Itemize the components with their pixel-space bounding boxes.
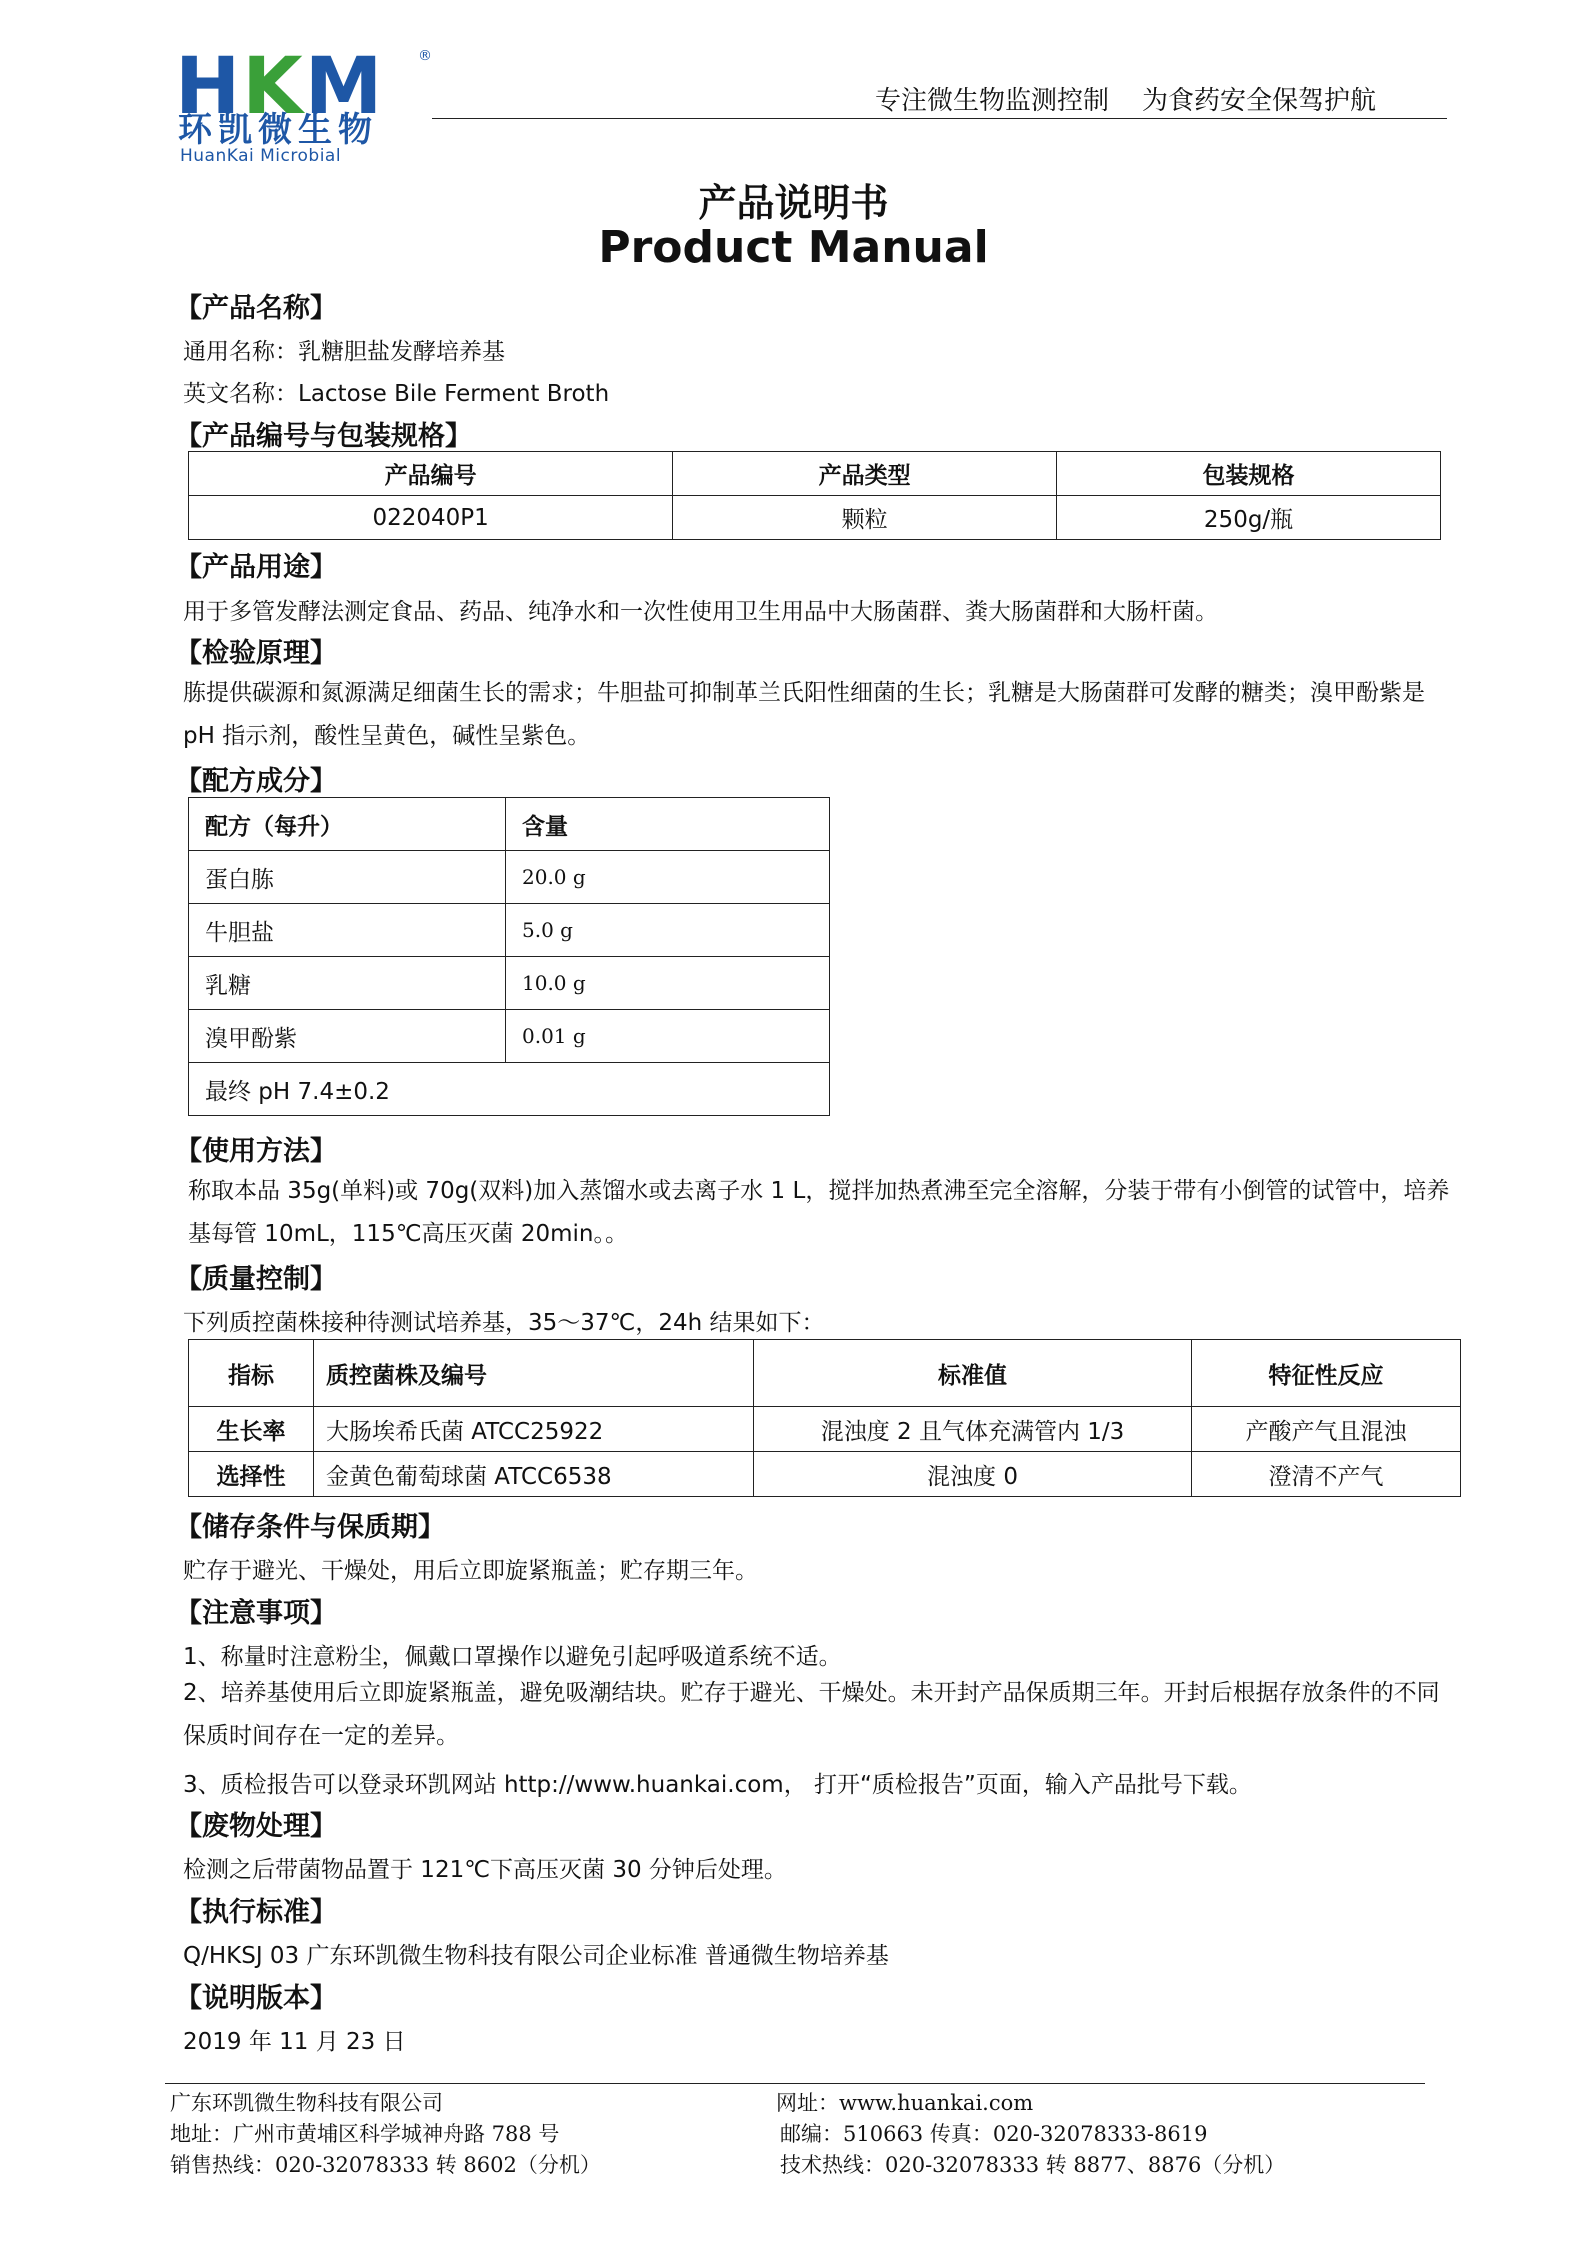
version-date: 2019 年 11 月 23 日 [183, 2029, 406, 2055]
table-header-cell: 产品类型 [673, 452, 1057, 496]
logo-mark: HKM [175, 42, 385, 132]
section-heading-packaging: 【产品编号与包装规格】 [175, 421, 472, 452]
waste-text: 检测之后带菌物品置于 121℃下高压灭菌 30 分钟后处理。 [183, 1857, 787, 1883]
table-header-cell: 指标 [189, 1340, 314, 1407]
principle-text: 胨提供碳源和氮源满足细菌生长的需求；牛胆盐可抑制革兰氏阳性细菌的生长；乳糖是大肠菌群可发酵的糖类；溴甲酚紫是 pH 指示剂，酸性呈黄色，碱性呈紫色。 [183, 680, 1425, 749]
section-heading-waste: 【废物处理】 [175, 1811, 337, 1842]
amount-cell: 10.0 g [506, 957, 830, 1010]
ingredient-cell: 溴甲酚紫 [189, 1010, 506, 1063]
formula-table [188, 797, 830, 1116]
amount-cell: 5.0 g [506, 904, 830, 957]
logo-english-name: HuanKai Microbial [180, 146, 342, 166]
table-row [189, 1010, 830, 1063]
footer-tech-hotline: 技术热线：020-32078333 转 8877、8876（分机） [780, 2153, 1286, 2177]
indicator-cell: 生长率 [189, 1407, 314, 1452]
footer-postcode-fax: 邮编：510663 传真：020-32078333-8619 [780, 2122, 1208, 2146]
table-header-cell: 质控菌株及编号 [314, 1340, 754, 1407]
standard-value-cell: 混浊度 0 [754, 1452, 1192, 1497]
reaction-cell: 产酸产气且混浊 [1192, 1407, 1461, 1452]
final-ph-cell: 最终 pH 7.4±0.2 [189, 1063, 830, 1116]
footer-address: 地址：广州市黄埔区科学城神舟路 788 号 [170, 2122, 560, 2146]
table-header-row [189, 452, 1441, 496]
quality-intro: 下列质控菌株接种待测试培养基，35～37℃，24h 结果如下： [183, 1310, 825, 1336]
header-slogan: 专注微生物监测控制 为食药安全保驾护航 [875, 86, 1377, 116]
reaction-cell: 澄清不产气 [1192, 1452, 1461, 1497]
table-header-cell: 标准值 [754, 1340, 1192, 1407]
footer-website[interactable]: 网址：www.huankai.com [776, 2091, 1034, 2115]
package-spec-cell: 250g/瓶 [1057, 496, 1441, 540]
section-heading-version: 【说明版本】 [175, 1983, 337, 2014]
logo-registered-mark: ® [418, 48, 432, 64]
header-divider [432, 118, 1447, 119]
amount-cell: 0.01 g [506, 1010, 830, 1063]
note-item: 3、质检报告可以登录环凯网站 http://www.huankai.com， 打开“质检报告”页面，输入产品批号下载。 [183, 1772, 1252, 1798]
ingredient-cell: 乳糖 [189, 957, 506, 1010]
note-item: 1、称量时注意粉尘，佩戴口罩操作以避免引起呼吸道系统不适。 [183, 1644, 842, 1670]
table-row [189, 1407, 1461, 1452]
strain-cell: 金黄色葡萄球菌 ATCC6538 [314, 1452, 754, 1497]
standard-value-cell: 混浊度 2 且气体充满管内 1/3 [754, 1407, 1192, 1452]
table-header-cell: 包装规格 [1057, 452, 1441, 496]
usage-text: 用于多管发酵法测定食品、药品、纯净水和一次性使用卫生用品中大肠菌群、粪大肠菌群和大肠杆菌。 [183, 599, 1218, 625]
section-heading-product-name: 【产品名称】 [175, 293, 337, 324]
amount-cell: 20.0 g [506, 851, 830, 904]
product-code-cell: 022040P1 [189, 496, 673, 540]
footer-company: 广东环凯微生物科技有限公司 [170, 2091, 443, 2115]
standard-text: Q/HKSJ 03 广东环凯微生物科技有限公司企业标准 普通微生物培养基 [183, 1943, 889, 1969]
common-name: 通用名称：乳糖胆盐发酵培养基 [183, 339, 505, 365]
table-row [189, 904, 830, 957]
footer-divider [165, 2083, 1425, 2084]
table-header-cell: 含量 [506, 798, 830, 851]
ingredient-cell: 牛胆盐 [189, 904, 506, 957]
storage-text: 贮存于避光、干燥处，用后立即旋紧瓶盖；贮存期三年。 [183, 1558, 758, 1584]
note-item: 2、培养基使用后立即旋紧瓶盖，避免吸潮结块。贮存于避光、干燥处。未开封产品保质期三年。开封后根据存放条件的不同保质时间存在一定的差异。 [183, 1680, 1440, 1749]
table-row [189, 957, 830, 1010]
section-heading-principle: 【检验原理】 [175, 638, 337, 669]
logo-chinese-name: 环凯微生物 [178, 110, 378, 150]
table-row [189, 851, 830, 904]
table-row [189, 496, 1441, 540]
page-title-en: Product Manual [598, 222, 989, 273]
quality-control-table [188, 1339, 1461, 1497]
section-heading-quality: 【质量控制】 [175, 1264, 337, 1295]
english-name: 英文名称：Lactose Bile Ferment Broth [183, 381, 610, 407]
method-text: 称取本品 35g(单料)或 70g(双料)加入蒸馏水或去离子水 1 L，搅拌加热煮沸至完全溶解，分装于带有小倒管的试管中，培养基每管 10mL，115℃高压灭菌 20min。。 [188, 1178, 1450, 1247]
ingredient-cell: 蛋白胨 [189, 851, 506, 904]
section-heading-method: 【使用方法】 [175, 1136, 337, 1167]
section-heading-usage: 【产品用途】 [175, 552, 337, 583]
table-header-cell: 特征性反应 [1192, 1340, 1461, 1407]
strain-cell: 大肠埃希氏菌 ATCC25922 [314, 1407, 754, 1452]
table-header-cell: 配方（每升） [189, 798, 506, 851]
table-row [189, 1063, 830, 1116]
table-header-row [189, 798, 830, 851]
section-heading-standard: 【执行标准】 [175, 1897, 337, 1928]
table-header-row [189, 1340, 1461, 1407]
table-header-cell: 产品编号 [189, 452, 673, 496]
section-heading-storage: 【储存条件与保质期】 [175, 1512, 445, 1543]
section-heading-formula: 【配方成分】 [175, 766, 337, 797]
indicator-cell: 选择性 [189, 1452, 314, 1497]
packaging-table [188, 451, 1441, 540]
table-row [189, 1452, 1461, 1497]
footer-sales-hotline: 销售热线：020-32078333 转 8602（分机） [170, 2153, 601, 2177]
page-title-cn: 产品说明书 [698, 181, 889, 225]
product-type-cell: 颗粒 [673, 496, 1057, 540]
section-heading-notes: 【注意事项】 [175, 1598, 337, 1629]
